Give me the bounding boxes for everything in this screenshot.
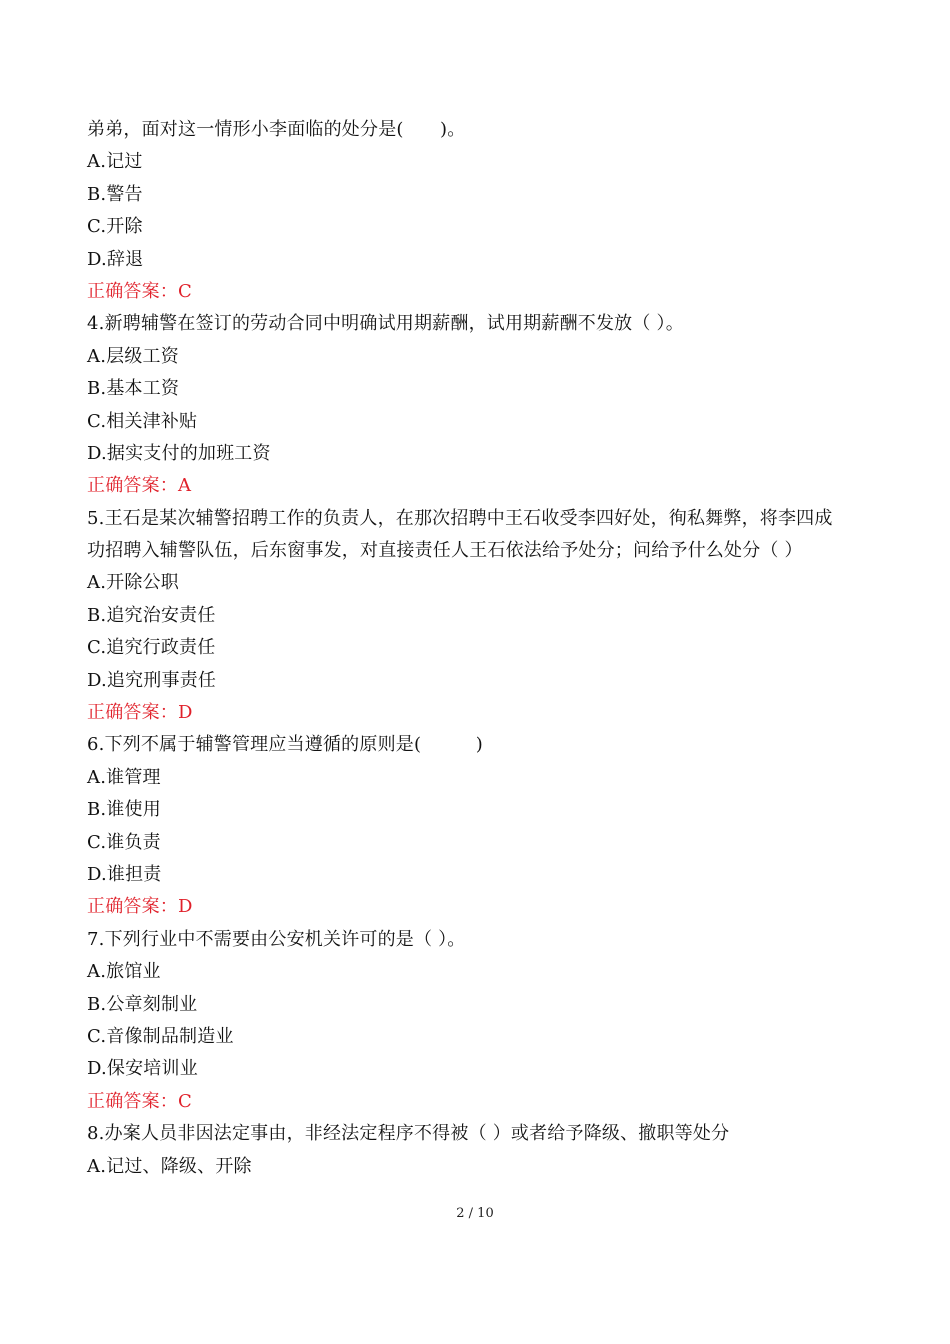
- option-text: B.公章刻制业: [87, 993, 198, 1015]
- option-text: D.辞退: [87, 248, 144, 270]
- question-text: 7.下列行业中不需要由公安机关许可的是（ ）。: [87, 928, 466, 950]
- option-text: C.开除: [87, 216, 143, 238]
- option-text: D.谁担责: [87, 863, 162, 885]
- option-text: C.谁负责: [87, 831, 161, 853]
- option-text: B.基本工资: [87, 378, 180, 400]
- page-number: 2 / 10: [456, 1206, 494, 1221]
- option-text: A.记过: [87, 151, 143, 173]
- question-text: 5.王石是某次辅警招聘工作的负责人，在那次招聘中王石收受李四好处，徇私舞弊，将李四成: [87, 507, 833, 529]
- option-text: D.追究刑事责任: [87, 669, 217, 691]
- option-text: C.相关津补贴: [87, 410, 198, 432]
- correct-answer: 正确答案：D: [87, 896, 193, 918]
- option-text: B.警告: [87, 183, 143, 205]
- option-text: D.据实支付的加班工资: [87, 442, 271, 464]
- option-text: C.音像制品制造业: [87, 1025, 234, 1047]
- correct-answer: 正确答案：A: [87, 475, 192, 497]
- question-text: 弟弟，面对这一情形小李面临的处分是( )。: [87, 119, 466, 140]
- option-text: B.谁使用: [87, 799, 161, 821]
- question-text: 4.新聘辅警在签订的劳动合同中明确试用期薪酬，试用期薪酬不发放（ ）。: [87, 313, 684, 335]
- page-content: [87, 114, 877, 1183]
- option-text: B.追究治安责任: [87, 604, 216, 626]
- correct-answer: 正确答案：D: [87, 702, 193, 724]
- option-text: A.开除公职: [87, 572, 179, 594]
- question-text: 功招聘入辅警队伍，后东窗事发，对直接责任人王石依法给予处分；问给予什么处分（ ）: [87, 540, 803, 562]
- option-text: D.保安培训业: [87, 1058, 198, 1080]
- correct-answer: 正确答案：C: [87, 280, 192, 302]
- option-text: A.记过、降级、开除: [87, 1155, 252, 1177]
- option-text: C.追究行政责任: [87, 637, 216, 659]
- option-text: A.谁管理: [87, 766, 161, 788]
- correct-answer: 正确答案：C: [87, 1090, 192, 1112]
- question-text: 6.下列不属于辅警管理应当遵循的原则是( ): [87, 734, 484, 756]
- option-text: A.层级工资: [87, 345, 179, 367]
- option-text: A.旅馆业: [87, 961, 161, 983]
- question-text: 8.办案人员非因法定事由，非经法定程序不得被（ ）或者给予降级、撤职等处分: [87, 1123, 730, 1145]
